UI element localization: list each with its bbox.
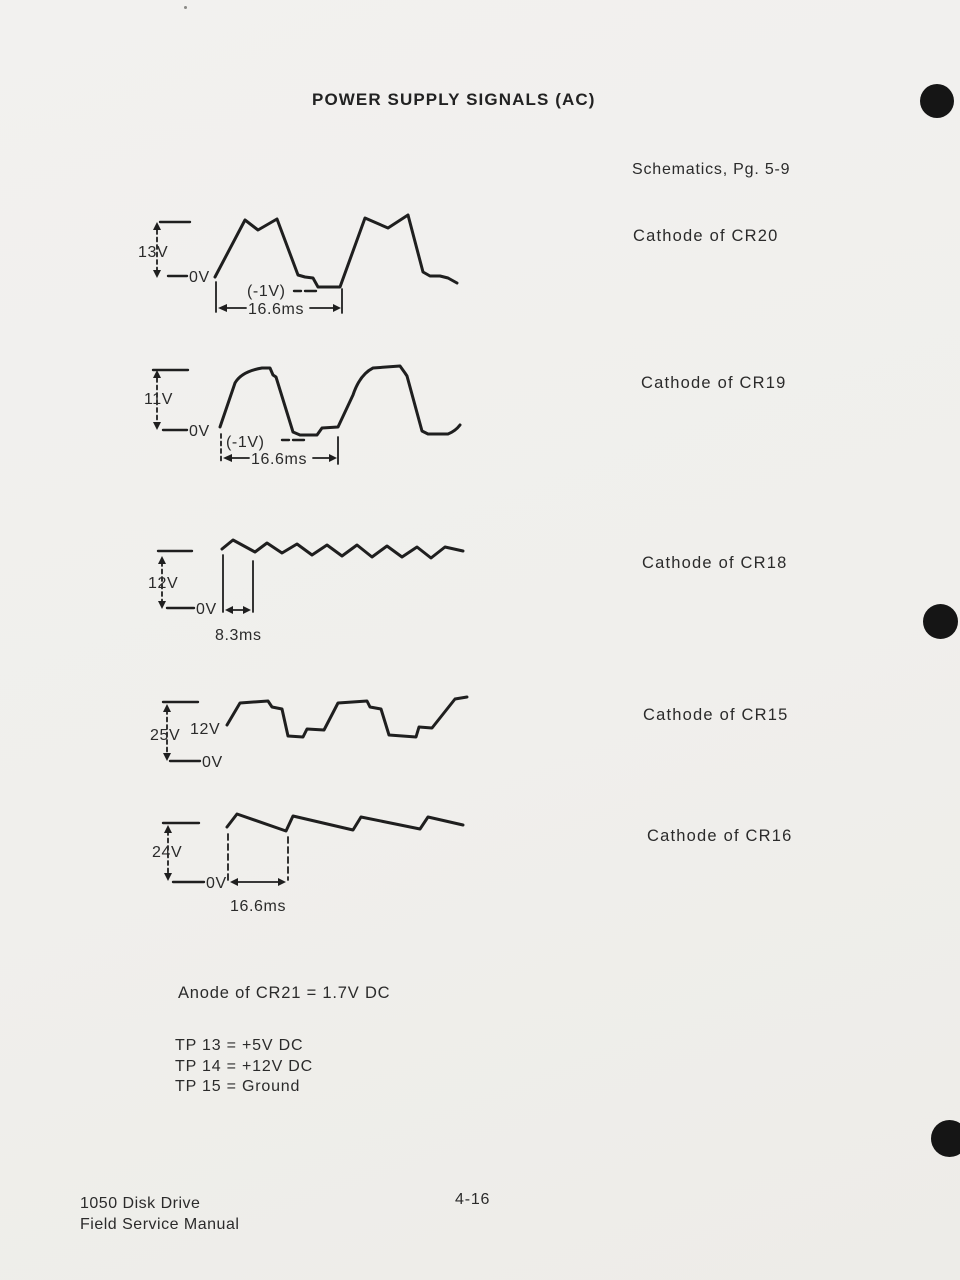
page-number: 4-16 (455, 1191, 491, 1208)
arrow-up-icon (153, 222, 161, 230)
footer-line-2: Field Service Manual (80, 1216, 240, 1233)
waveform-trace (227, 697, 467, 737)
waveform-figure-cr20 (130, 210, 475, 325)
punch-hole-dot (923, 604, 958, 639)
amplitude-label: 12V (148, 575, 179, 592)
waveform-figure-cr18 (130, 535, 475, 650)
zero-label: 0V (206, 875, 227, 892)
period-label: 16.6ms (251, 451, 308, 468)
schematics-reference: Schematics, Pg. 5-9 (632, 161, 791, 178)
waveform-figure-cr16 (130, 805, 480, 920)
arrow-right-icon (243, 606, 251, 614)
test-point-list (175, 1036, 313, 1098)
punch-hole-dot (931, 1120, 960, 1157)
zero-label: 0V (196, 601, 217, 618)
mid-level-label: 12V (190, 721, 221, 738)
waveform-trace (222, 540, 463, 558)
test-point-line: TP 14 = +12V DC (175, 1057, 313, 1075)
signal-label-cr16: Cathode of CR16 (647, 827, 793, 845)
signal-label-cr19: Cathode of CR19 (641, 374, 787, 392)
arrow-down-icon (164, 873, 172, 881)
page-title: POWER SUPPLY SIGNALS (AC) (312, 90, 596, 109)
footer-line-1: 1050 Disk Drive (80, 1195, 201, 1212)
footer-manual-name (80, 1193, 239, 1235)
arrow-down-icon (153, 270, 161, 278)
zero-label: 0V (189, 423, 210, 440)
zero-label: 0V (189, 269, 210, 286)
arrow-down-icon (158, 601, 166, 609)
negative-level-label: (-1V) (226, 434, 265, 451)
negative-level-label: (-1V) (247, 283, 286, 300)
arrow-down-icon (163, 753, 171, 761)
arrow-down-icon (153, 422, 161, 430)
amplitude-label: 11V (144, 391, 174, 408)
arrow-right-icon (278, 878, 286, 886)
anode-note: Anode of CR21 = 1.7V DC (178, 984, 391, 1002)
waveform-trace (215, 215, 457, 287)
arrow-up-icon (153, 370, 161, 378)
amplitude-label: 24V (152, 844, 183, 861)
waveform-figure-cr19 (130, 360, 475, 472)
waveform-figure-cr15 (130, 690, 480, 782)
scan-speck (184, 6, 187, 9)
waveform-trace (220, 366, 460, 435)
period-label: 16.6ms (230, 898, 287, 915)
signal-label-cr20: Cathode of CR20 (633, 227, 779, 245)
period-label: 16.6ms (248, 301, 305, 318)
test-point-line: TP 13 = +5V DC (175, 1037, 304, 1054)
amplitude-label: 13V (138, 244, 169, 261)
period-label: 8.3ms (215, 627, 262, 644)
punch-hole-dot (920, 84, 954, 118)
arrow-right-icon (333, 304, 341, 312)
waveform-trace (227, 814, 463, 831)
test-point-line: TP 15 = Ground (175, 1078, 301, 1095)
amplitude-label: 25V (150, 727, 181, 744)
signal-label-cr15: Cathode of CR15 (643, 706, 789, 724)
zero-label: 0V (202, 754, 223, 771)
signal-label-cr18: Cathode of CR18 (642, 554, 788, 572)
arrow-right-icon (329, 454, 337, 462)
